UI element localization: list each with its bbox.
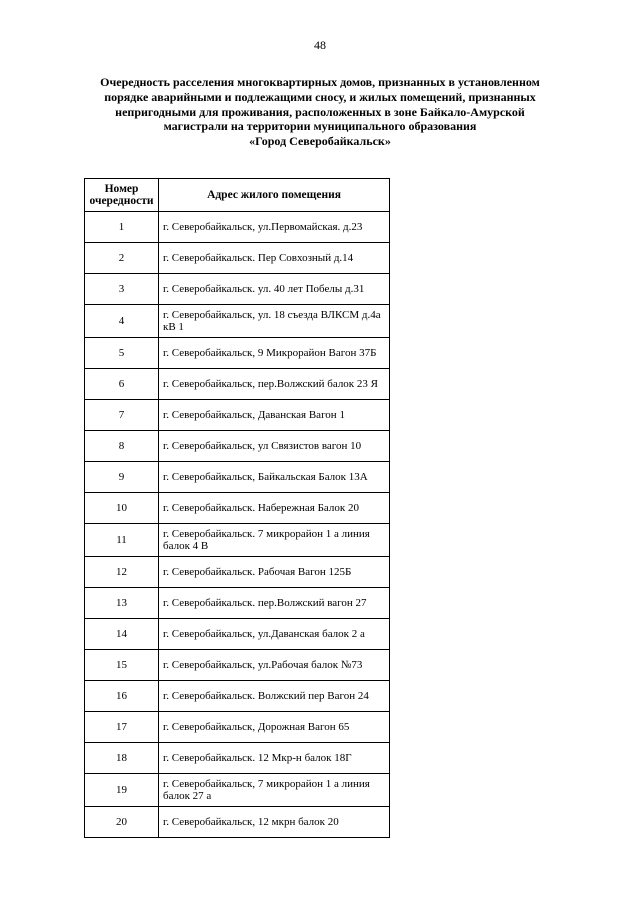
- address-cell: г. Северобайкальск, 9 Микрорайон Вагон 37Б: [159, 338, 390, 369]
- address-cell: г. Северобайкальск, Дорожная Вагон 65: [159, 712, 390, 743]
- page-number: 48: [314, 38, 326, 52]
- table-row: [85, 400, 390, 431]
- queue-number-cell: 4: [85, 305, 159, 338]
- queue-number-cell: 17: [85, 712, 159, 743]
- table-row: [85, 462, 390, 493]
- table-row: [85, 243, 390, 274]
- address-cell: г. Северобайкальск, ул. 18 съезда ВЛКСМ д.4а кВ 1: [159, 305, 390, 338]
- address-cell: г. Северобайкальск. Пер Совхозный д.14: [159, 243, 390, 274]
- queue-number-cell: 12: [85, 557, 159, 588]
- queue-number-cell: 2: [85, 243, 159, 274]
- table-row: [85, 712, 390, 743]
- resettlement-queue-table: [84, 178, 390, 838]
- title-line: «Город Северобайкальск»: [249, 134, 391, 149]
- table-row: [85, 305, 390, 338]
- address-cell: г. Северобайкальск. ул. 40 лет Побелы д.31: [159, 274, 390, 305]
- queue-number-cell: 20: [85, 807, 159, 838]
- queue-number-cell: 1: [85, 212, 159, 243]
- address-cell: г. Северобайкальск, Байкальская Балок 13А: [159, 462, 390, 493]
- queue-number-cell: 3: [85, 274, 159, 305]
- table-row: [85, 212, 390, 243]
- queue-number-cell: 16: [85, 681, 159, 712]
- address-cell: г. Северобайкальск, ул.Первомайская. д.23: [159, 212, 390, 243]
- table-row: [85, 807, 390, 838]
- table-row: [85, 274, 390, 305]
- address-cell: г. Северобайкальск. 12 Мкр-н балок 18Г: [159, 743, 390, 774]
- address-cell: г. Северобайкальск, пер.Волжский балок 23 Я: [159, 369, 390, 400]
- address-cell: г. Северобайкальск, 12 мкрн балок 20: [159, 807, 390, 838]
- table-row: [85, 743, 390, 774]
- address-cell: г. Северобайкальск. 7 микрорайон 1 а линия балок 4 В: [159, 524, 390, 557]
- table-body: [85, 212, 390, 838]
- address-cell: г. Северобайкальск. Волжский пер Вагон 24: [159, 681, 390, 712]
- queue-number-cell: 13: [85, 588, 159, 619]
- queue-number-cell: 9: [85, 462, 159, 493]
- table-row: [85, 681, 390, 712]
- table-row: [85, 557, 390, 588]
- address-cell: г. Северобайкальск, Даванская Вагон 1: [159, 400, 390, 431]
- queue-number-cell: 11: [85, 524, 159, 557]
- address-cell: г. Северобайкальск, ул.Рабочая балок №73: [159, 650, 390, 681]
- address-cell: г. Северобайкальск, 7 микрорайон 1 а линия балок 27 а: [159, 774, 390, 807]
- header-number-line: очередности: [89, 195, 154, 207]
- table-header-row: [85, 179, 390, 212]
- header-address: Адрес жилого помещения: [159, 179, 390, 212]
- queue-number-cell: 5: [85, 338, 159, 369]
- table-row: [85, 338, 390, 369]
- table-row: [85, 774, 390, 807]
- table-row: [85, 619, 390, 650]
- title-line: магистрали на территории муниципального образования: [163, 119, 477, 134]
- queue-number-cell: 15: [85, 650, 159, 681]
- title-line: порядке аварийными и подлежащими сносу, и жилых помещений, признанных: [104, 89, 536, 104]
- address-cell: г. Северобайкальск, ул.Даванская балок 2 а: [159, 619, 390, 650]
- queue-number-cell: 14: [85, 619, 159, 650]
- table-row: [85, 493, 390, 524]
- queue-number-cell: 19: [85, 774, 159, 807]
- header-queue-number: [85, 179, 159, 212]
- queue-number-cell: 10: [85, 493, 159, 524]
- table-row: [85, 369, 390, 400]
- table-row: [85, 650, 390, 681]
- address-cell: г. Северобайкальск, ул Связистов вагон 10: [159, 431, 390, 462]
- queue-number-cell: 18: [85, 743, 159, 774]
- address-cell: г. Северобайкальск. Рабочая Вагон 125Б: [159, 557, 390, 588]
- title-line: Очередность расселения многоквартирных домов, признанных в установленном: [100, 75, 540, 89]
- queue-number-cell: 6: [85, 369, 159, 400]
- table-row: [85, 431, 390, 462]
- queue-number-cell: 8: [85, 431, 159, 462]
- document-title: [70, 75, 570, 149]
- address-cell: г. Северобайкальск. Набережная Балок 20: [159, 493, 390, 524]
- queue-number-cell: 7: [85, 400, 159, 431]
- title-line: непригодными для проживания, расположенных в зоне Байкало-Амурской: [115, 104, 525, 119]
- table-row: [85, 588, 390, 619]
- address-cell: г. Северобайкальск. пер.Волжский вагон 27: [159, 588, 390, 619]
- header-number-line: Номер: [104, 183, 139, 195]
- table-row: [85, 524, 390, 557]
